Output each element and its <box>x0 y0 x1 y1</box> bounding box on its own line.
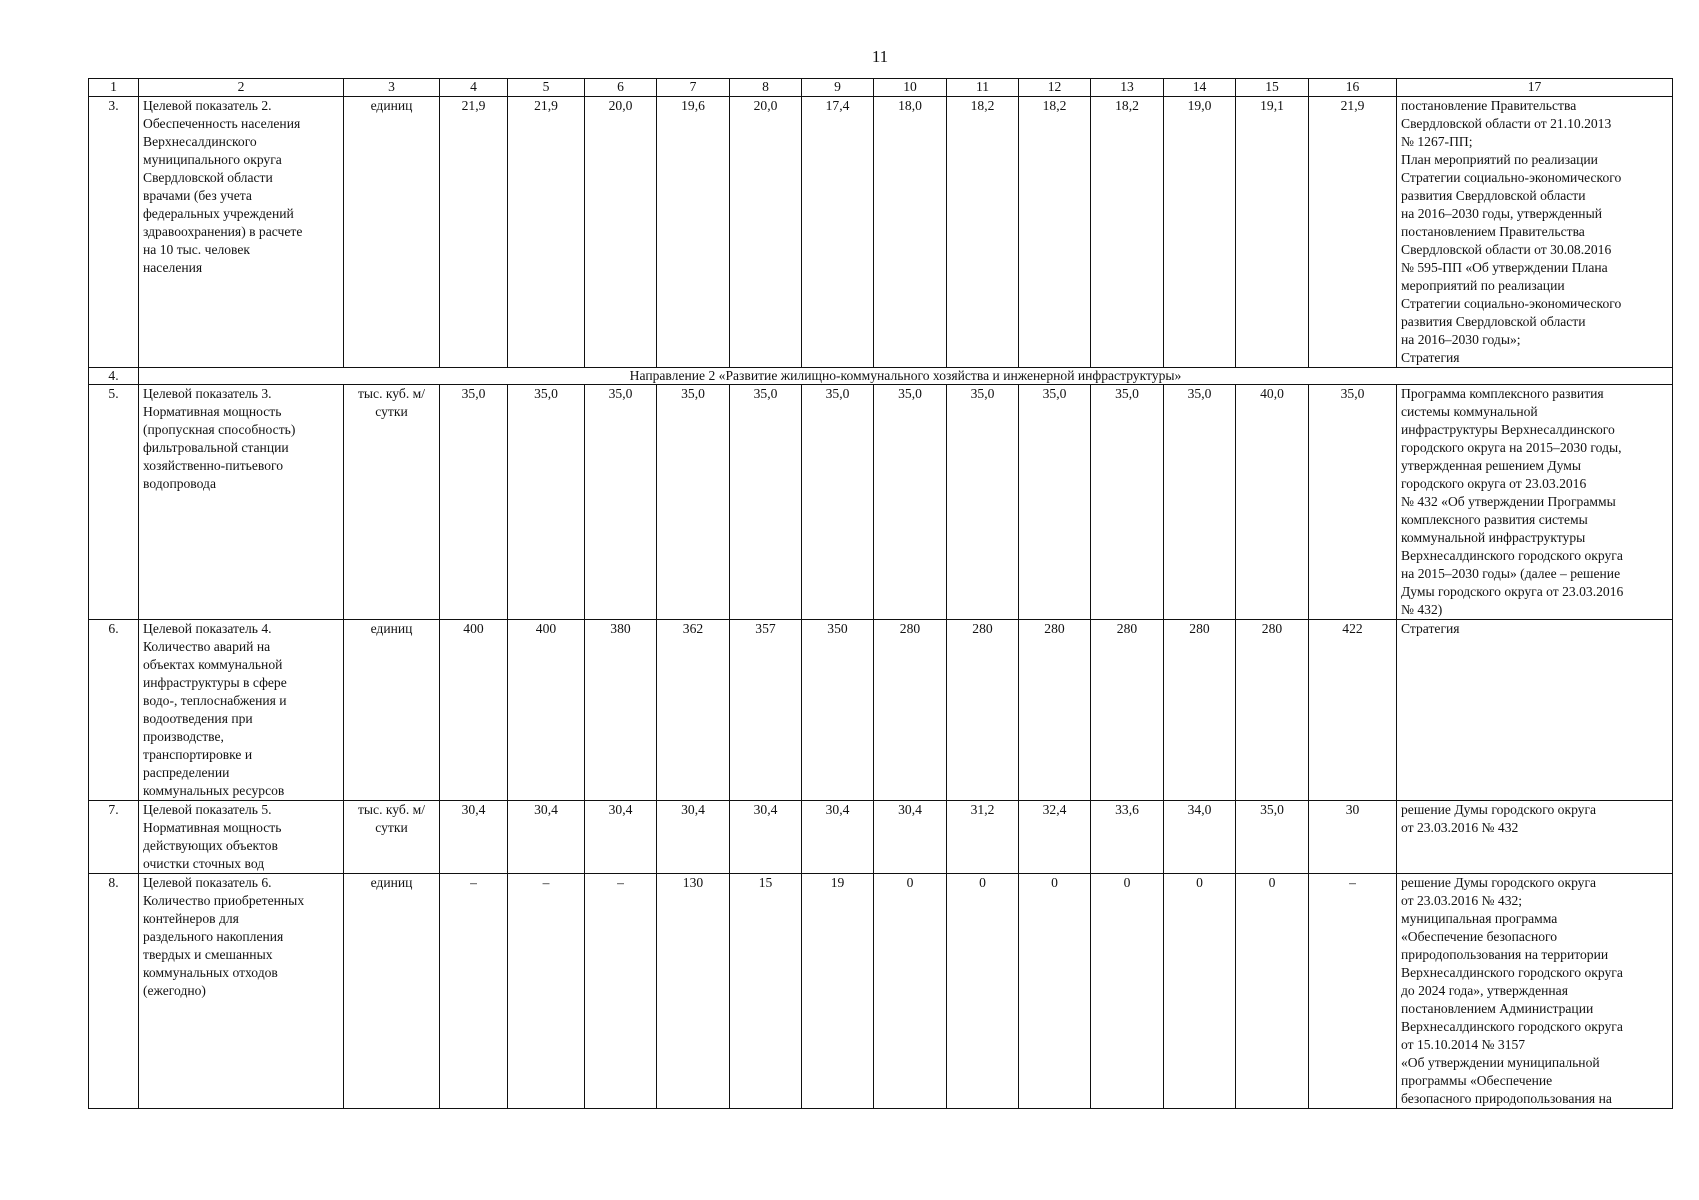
header-cell: 7 <box>657 79 730 97</box>
value-cell: 30,4 <box>585 801 657 874</box>
value-cell: 0 <box>874 874 947 1109</box>
indicator-name: Целевой показатель 6. Количество приобретенных контейнеров для раздельного накопления твердых и смешанных коммунальных отходов (ежегодно) <box>139 874 344 1109</box>
indicator-name: Целевой показатель 5. Нормативная мощность действующих объектов очистки сточных вод <box>139 801 344 874</box>
value-cell: 0 <box>1236 874 1309 1109</box>
value-cell: – <box>508 874 585 1109</box>
value-cell: 35,0 <box>874 385 947 620</box>
indicator-name: Целевой показатель 4. Количество аварий на объектах коммунальной инфраструктуры в сфере водо-, теплоснабжения и водоотведения при производстве, транспортировке и распределении коммунальных ресурсов <box>139 620 344 801</box>
value-cell: 21,9 <box>1309 97 1397 368</box>
value-cell: 280 <box>1164 620 1236 801</box>
header-cell: 13 <box>1091 79 1164 97</box>
value-cell: 380 <box>585 620 657 801</box>
row-number: 7. <box>89 801 139 874</box>
row-number: 3. <box>89 97 139 368</box>
value-cell: 400 <box>440 620 508 801</box>
value-cell: 35,0 <box>1091 385 1164 620</box>
header-cell: 1 <box>89 79 139 97</box>
table-row <box>89 801 1673 874</box>
value-cell: 30,4 <box>874 801 947 874</box>
value-cell: 18,2 <box>1091 97 1164 368</box>
value-cell: 35,0 <box>1019 385 1091 620</box>
value-cell: 35,0 <box>657 385 730 620</box>
value-cell: 280 <box>947 620 1019 801</box>
value-cell: – <box>440 874 508 1109</box>
table-row <box>89 874 1673 1109</box>
table-row <box>89 97 1673 368</box>
header-cell: 15 <box>1236 79 1309 97</box>
unit-cell: тыс. куб. м/ сутки <box>344 801 440 874</box>
value-cell: 357 <box>730 620 802 801</box>
value-cell: – <box>585 874 657 1109</box>
value-cell: 35,0 <box>730 385 802 620</box>
unit-cell: единиц <box>344 874 440 1109</box>
row-number: 8. <box>89 874 139 1109</box>
value-cell: 30,4 <box>802 801 874 874</box>
indicator-name: Целевой показатель 2. Обеспеченность населения Верхнесалдинского муниципального округа Свердловской области врачами (без учета федеральных учреждений здравоохранения) в расчете на 10 тыс. человек населения <box>139 97 344 368</box>
indicator-name: Целевой показатель 3. Нормативная мощность (пропускная способность) фильтровальной станции хозяйственно-питьевого водопровода <box>139 385 344 620</box>
table-row <box>89 620 1673 801</box>
value-cell: 35,0 <box>585 385 657 620</box>
header-row <box>89 79 1673 97</box>
value-cell: 35,0 <box>1236 801 1309 874</box>
header-cell: 8 <box>730 79 802 97</box>
page-number: 11 <box>871 47 889 66</box>
row-number: 6. <box>89 620 139 801</box>
value-cell: 280 <box>1019 620 1091 801</box>
unit-cell: единиц <box>344 620 440 801</box>
value-cell: 0 <box>1091 874 1164 1109</box>
header-cell: 5 <box>508 79 585 97</box>
value-cell: 20,0 <box>585 97 657 368</box>
value-cell: 21,9 <box>440 97 508 368</box>
header-cell: 16 <box>1309 79 1397 97</box>
header-cell: 9 <box>802 79 874 97</box>
source-document: решение Думы городского округа от 23.03.2016 № 432 <box>1397 801 1673 874</box>
value-cell: 19,0 <box>1164 97 1236 368</box>
indicators-table <box>88 78 1673 1109</box>
value-cell: 35,0 <box>1309 385 1397 620</box>
value-cell: 18,0 <box>874 97 947 368</box>
row-number: 5. <box>89 385 139 620</box>
table-row <box>89 385 1673 620</box>
header-cell: 12 <box>1019 79 1091 97</box>
value-cell: 18,2 <box>947 97 1019 368</box>
value-cell: 280 <box>1236 620 1309 801</box>
value-cell: 18,2 <box>1019 97 1091 368</box>
value-cell: 19,1 <box>1236 97 1309 368</box>
value-cell: 30,4 <box>657 801 730 874</box>
header-cell: 17 <box>1397 79 1673 97</box>
value-cell: 15 <box>730 874 802 1109</box>
value-cell: 350 <box>802 620 874 801</box>
header-cell: 4 <box>440 79 508 97</box>
value-cell: 35,0 <box>802 385 874 620</box>
value-cell: 31,2 <box>947 801 1019 874</box>
value-cell: 0 <box>1019 874 1091 1109</box>
value-cell: 362 <box>657 620 730 801</box>
value-cell: 422 <box>1309 620 1397 801</box>
unit-cell: единиц <box>344 97 440 368</box>
value-cell: 400 <box>508 620 585 801</box>
value-cell: 30,4 <box>440 801 508 874</box>
header-cell: 10 <box>874 79 947 97</box>
value-cell: – <box>1309 874 1397 1109</box>
value-cell: 0 <box>947 874 1019 1109</box>
row-number: 4. <box>89 368 139 385</box>
section-title: Направление 2 «Развитие жилищно-коммунального хозяйства и инженерной инфраструктуры» <box>139 368 1673 385</box>
value-cell: 35,0 <box>947 385 1019 620</box>
section-row <box>89 368 1673 385</box>
value-cell: 32,4 <box>1019 801 1091 874</box>
value-cell: 280 <box>1091 620 1164 801</box>
value-cell: 30 <box>1309 801 1397 874</box>
value-cell: 17,4 <box>802 97 874 368</box>
header-cell: 3 <box>344 79 440 97</box>
header-cell: 11 <box>947 79 1019 97</box>
header-cell: 14 <box>1164 79 1236 97</box>
value-cell: 34,0 <box>1164 801 1236 874</box>
source-document: Программа комплексного развития системы коммунальной инфраструктуры Верхнесалдинского городского округа на 2015–2030 годы, утвержденная решением Думы городского округа от 23.03.2016 № 432 «Об утверждении Программы комплексного развития системы коммунальной инфраструктуры Верхнесалдинского городского округа на 2015–2030 годы» (далее – решение Думы городского округа от 23.03.2016 № 432) <box>1397 385 1673 620</box>
value-cell: 35,0 <box>1164 385 1236 620</box>
value-cell: 280 <box>874 620 947 801</box>
unit-cell: тыс. куб. м/ сутки <box>344 385 440 620</box>
value-cell: 0 <box>1164 874 1236 1109</box>
source-document: решение Думы городского округа от 23.03.2016 № 432; муниципальная программа «Обеспечение безопасного природопользования на территории Верхнесалдинского городского округа до 2024 года», утвержденная постановлением Администрации Верхнесалдинского городского округа от 15.10.2014 № 3157 «Об утверждении муниципальной программы «Обеспечение безопасного природопользования на <box>1397 874 1673 1109</box>
value-cell: 30,4 <box>508 801 585 874</box>
source-document: постановление Правительства Свердловской области от 21.10.2013 № 1267-ПП; План мероприятий по реализации Стратегии социально-экономического развития Свердловской области на 2016–2030 годы, утвержденный постановлением Правительства Свердловской области от 30.08.2016 № 595-ПП «Об утверждении Плана мероприятий по реализации Стратегии социально-экономического развития Свердловской области на 2016–2030 годы»; Стратегия <box>1397 97 1673 368</box>
value-cell: 130 <box>657 874 730 1109</box>
value-cell: 20,0 <box>730 97 802 368</box>
header-cell: 2 <box>139 79 344 97</box>
source-document: Стратегия <box>1397 620 1673 801</box>
value-cell: 33,6 <box>1091 801 1164 874</box>
value-cell: 30,4 <box>730 801 802 874</box>
value-cell: 19,6 <box>657 97 730 368</box>
header-cell: 6 <box>585 79 657 97</box>
value-cell: 35,0 <box>508 385 585 620</box>
value-cell: 40,0 <box>1236 385 1309 620</box>
value-cell: 35,0 <box>440 385 508 620</box>
value-cell: 19 <box>802 874 874 1109</box>
value-cell: 21,9 <box>508 97 585 368</box>
